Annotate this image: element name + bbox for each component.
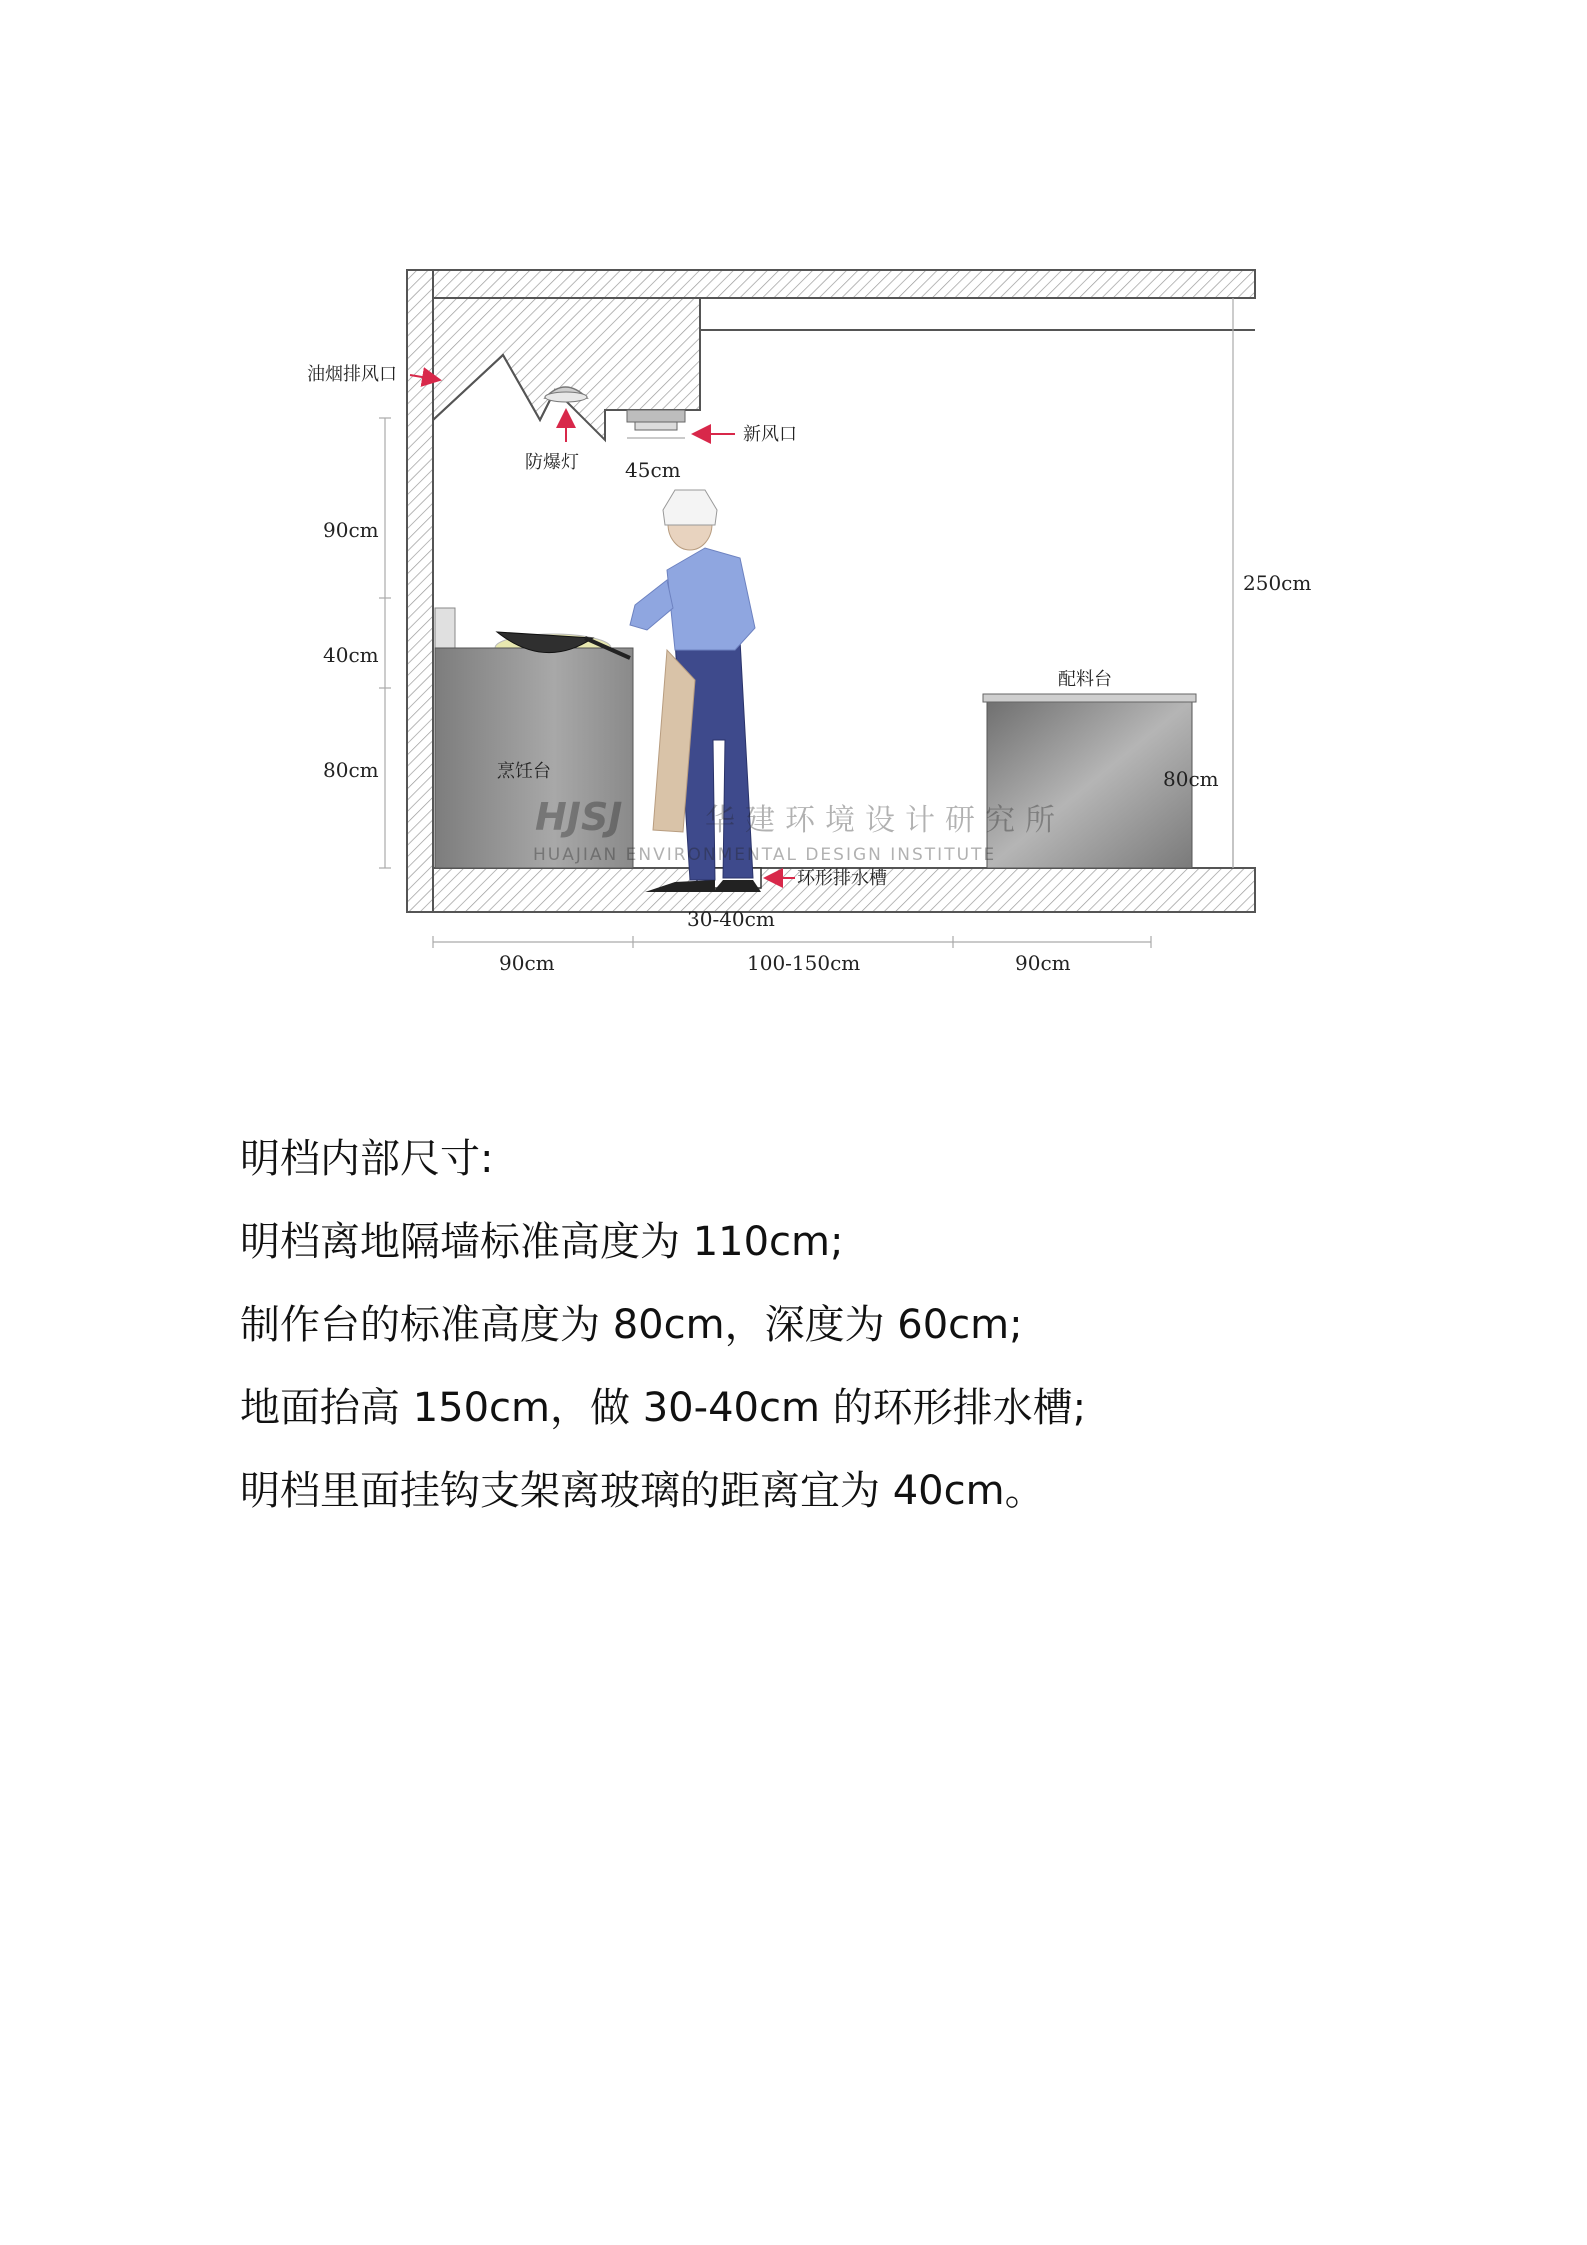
width-right-label: 90cm [1015, 951, 1071, 975]
drain-label: 环形排水槽 [797, 868, 887, 889]
watermark-cn: 华建环境设计研究所 [705, 803, 1065, 838]
watermark-logo: HJSJ [535, 795, 623, 839]
kitchen-section-diagram [235, 180, 1365, 1000]
height-upper-label: 90cm [323, 518, 379, 542]
height-lower-label: 80cm [323, 758, 379, 782]
dimension-notes [240, 1118, 1440, 1533]
fresh-air-width-label: 45cm [625, 458, 681, 482]
exhaust-vent-label: 油烟排风口 [307, 364, 397, 385]
notes-line: 制作台的标准高度为 80cm，深度为 60cm; [240, 1302, 1023, 1348]
width-middle-label: 100-150cm [747, 951, 861, 975]
notes-title: 明档内部尺寸: [240, 1136, 494, 1182]
height-middle-label: 40cm [323, 643, 379, 667]
prep-height-label: 80cm [1163, 767, 1219, 791]
fresh-air-label: 新风口 [743, 424, 797, 445]
notes-line: 明档里面挂钩支架离玻璃的距离宜为 40cm。 [240, 1468, 1045, 1514]
notes-line: 地面抬高 150cm，做 30-40cm 的环形排水槽; [240, 1385, 1087, 1431]
fresh-air-vent [627, 410, 685, 430]
cooking-table-label: 烹饪台 [497, 761, 551, 782]
prep-table-label: 配料台 [1058, 669, 1112, 690]
left-wall [407, 270, 433, 912]
drain-width-label: 30-40cm [687, 907, 775, 931]
watermark [533, 795, 1065, 865]
notes-line: 明档离地隔墙标准高度为 110cm; [240, 1219, 844, 1265]
ceiling-height-label: 250cm [1243, 571, 1312, 595]
watermark-en: HUAJIAN ENVIRONMENTAL DESIGN INSTITUTE [533, 845, 997, 865]
explosion-lamp-label: 防爆灯 [525, 452, 579, 473]
ceiling-slab [407, 270, 1255, 298]
width-left-label: 90cm [499, 951, 555, 975]
